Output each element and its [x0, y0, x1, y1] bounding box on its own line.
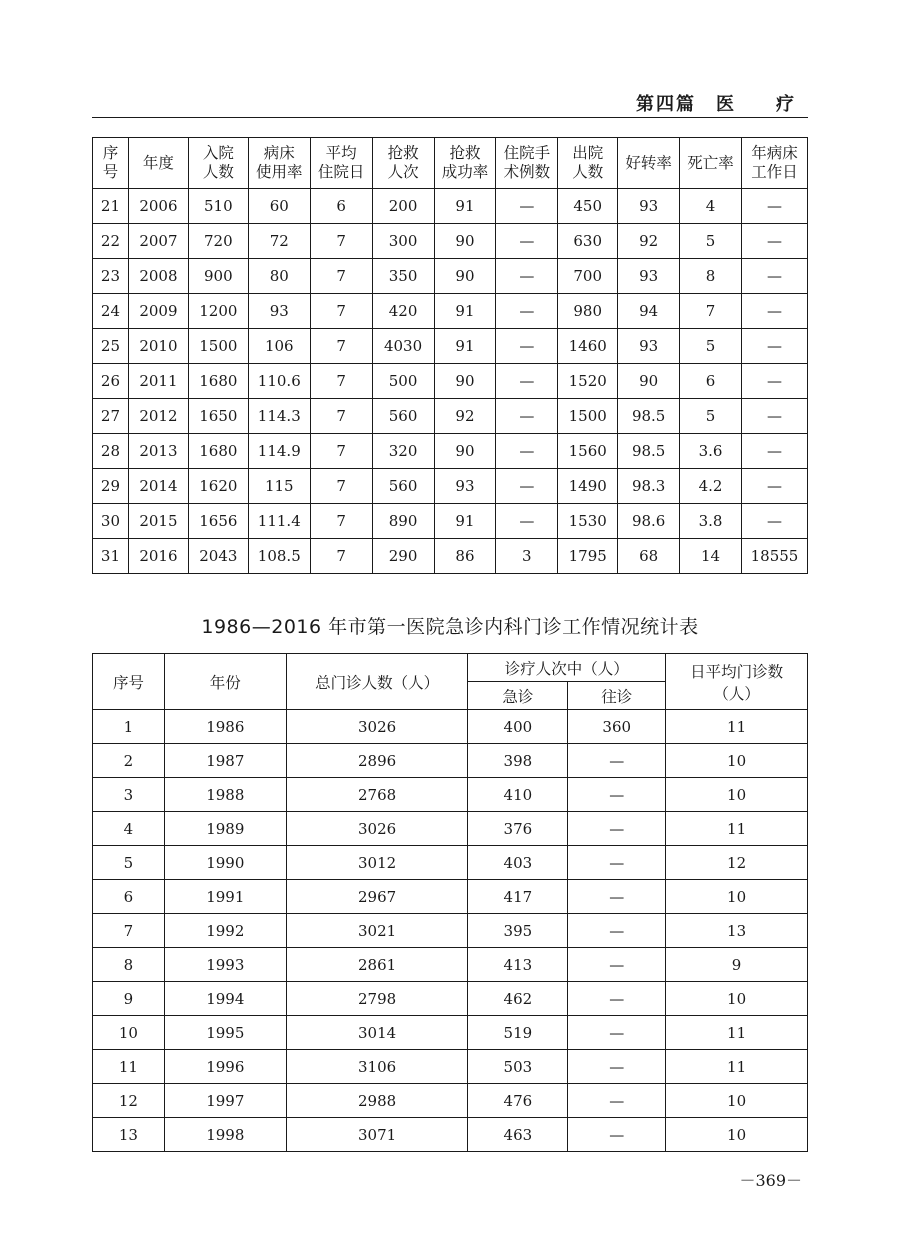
table-row: [93, 329, 808, 364]
table-cell: 30: [93, 504, 129, 539]
table-row: [93, 539, 808, 574]
column-header-line: 使用率: [256, 163, 303, 181]
table-caption: 1986—2016 年市第一医院急诊内科门诊工作情况统计表: [201, 616, 699, 638]
table-cell: 108.5: [248, 539, 310, 574]
table-cell: 1987: [164, 744, 286, 778]
table-cell: —: [568, 1118, 666, 1152]
table-cell: 3: [496, 539, 558, 574]
table-row: [93, 1016, 808, 1050]
table-cell: 98.5: [618, 399, 680, 434]
table-cell: 11: [666, 1050, 808, 1084]
column-header-line: 人数: [572, 163, 604, 181]
table-cell: 90: [434, 434, 496, 469]
table-cell: 13: [666, 914, 808, 948]
table-cell: 10: [666, 1084, 808, 1118]
table-cell: —: [496, 504, 558, 539]
table-cell: —: [568, 1016, 666, 1050]
table-cell: —: [568, 1084, 666, 1118]
table-cell: —: [741, 189, 807, 224]
table-cell: 14: [680, 539, 742, 574]
table-cell: 10: [666, 778, 808, 812]
table-row: [93, 364, 808, 399]
table-cell: 3026: [286, 812, 468, 846]
table-cell: 1200: [188, 294, 248, 329]
table-cell: 2011: [128, 364, 188, 399]
table-cell: 72: [248, 224, 310, 259]
table-cell: 1795: [558, 539, 618, 574]
table-row: [93, 1118, 808, 1152]
table-cell: —: [568, 982, 666, 1016]
running-header: [92, 84, 808, 118]
table-cell: —: [568, 812, 666, 846]
column-header-line: 人次: [387, 163, 419, 181]
page-number: －369－: [739, 1171, 802, 1190]
table-cell: 91: [434, 504, 496, 539]
table-row: [93, 948, 808, 982]
table-cell: 1460: [558, 329, 618, 364]
table-cell: —: [496, 434, 558, 469]
table-cell: —: [568, 948, 666, 982]
table-cell: 1500: [188, 329, 248, 364]
column-header-line: 住院日: [317, 163, 365, 181]
table-cell: 1650: [188, 399, 248, 434]
table-cell: 90: [434, 364, 496, 399]
column-header: [372, 138, 434, 189]
table-row: [93, 914, 808, 948]
table-cell: 2: [93, 744, 165, 778]
table-cell: 115: [248, 469, 310, 504]
table-cell: 1986: [164, 710, 286, 744]
table-cell: 700: [558, 259, 618, 294]
header-total-outpatients: 总门诊人数（人）: [286, 654, 468, 710]
table-cell: 7: [310, 469, 372, 504]
table-cell: 10: [93, 1016, 165, 1050]
table-cell: 398: [468, 744, 568, 778]
table-cell: 1998: [164, 1118, 286, 1152]
table-cell: 93: [618, 329, 680, 364]
header-emergency: 急诊: [468, 682, 568, 710]
table-cell: 290: [372, 539, 434, 574]
column-header-line: 好转率: [625, 153, 672, 172]
column-header-line: 抢救: [449, 144, 481, 162]
table-cell: 10: [666, 880, 808, 914]
table-cell: 31: [93, 539, 129, 574]
table-cell: 1680: [188, 434, 248, 469]
table-cell: 11: [666, 1016, 808, 1050]
table-cell: 7: [310, 504, 372, 539]
table-cell: 11: [666, 710, 808, 744]
table-cell: 1994: [164, 982, 286, 1016]
table-cell: 93: [248, 294, 310, 329]
table-cell: 1520: [558, 364, 618, 399]
table-cell: 360: [568, 710, 666, 744]
table-cell: 476: [468, 1084, 568, 1118]
table-cell: 7: [310, 364, 372, 399]
table-cell: 29: [93, 469, 129, 504]
table-cell: —: [496, 294, 558, 329]
table-cell: —: [741, 329, 807, 364]
table-cell: 3: [93, 778, 165, 812]
table-cell: 93: [618, 189, 680, 224]
column-header-line: 工作日: [751, 163, 798, 181]
table-cell: 9: [93, 982, 165, 1016]
table-cell: 18555: [741, 539, 807, 574]
table-cell: —: [568, 778, 666, 812]
table-cell: 2043: [188, 539, 248, 574]
table-cell: —: [741, 399, 807, 434]
table-cell: 90: [434, 259, 496, 294]
header-year: 年份: [164, 654, 286, 710]
table-cell: —: [741, 469, 807, 504]
column-header-line: 号: [102, 163, 119, 181]
table-cell: 7: [310, 434, 372, 469]
header-visit-group: 诊疗人次中（人）: [468, 654, 666, 682]
table-cell: 92: [618, 224, 680, 259]
table-cell: 1680: [188, 364, 248, 399]
table-cell: 1992: [164, 914, 286, 948]
table-cell: 410: [468, 778, 568, 812]
table-cell: 630: [558, 224, 618, 259]
column-header-line: 入院: [202, 144, 234, 162]
header-daily-average-line2: （人）: [713, 684, 760, 703]
table-cell: 94: [618, 294, 680, 329]
table-cell: 1996: [164, 1050, 286, 1084]
table-cell: 3014: [286, 1016, 468, 1050]
table-cell: —: [496, 259, 558, 294]
table-cell: 420: [372, 294, 434, 329]
header-seq: 序号: [93, 654, 165, 710]
table-cell: 23: [93, 259, 129, 294]
table-cell: 500: [372, 364, 434, 399]
table-row: [93, 778, 808, 812]
table-cell: 86: [434, 539, 496, 574]
table-cell: 114.9: [248, 434, 310, 469]
table-cell: 2896: [286, 744, 468, 778]
table-cell: —: [568, 1050, 666, 1084]
table-cell: 510: [188, 189, 248, 224]
table-cell: 93: [434, 469, 496, 504]
table-cell: 27: [93, 399, 129, 434]
column-header: [310, 138, 372, 189]
table-cell: —: [568, 914, 666, 948]
table-cell: 5: [680, 224, 742, 259]
column-header: [434, 138, 496, 189]
column-header: [741, 138, 807, 189]
table-row: [93, 189, 808, 224]
table-cell: 98.6: [618, 504, 680, 539]
column-header-line: 术例数: [503, 163, 551, 181]
table-cell: 12: [666, 846, 808, 880]
hospitalization-stats-table: [92, 137, 808, 574]
table-cell: 21: [93, 189, 129, 224]
table-cell: 2798: [286, 982, 468, 1016]
table-cell: 560: [372, 399, 434, 434]
table-row: [93, 224, 808, 259]
table-cell: —: [741, 224, 807, 259]
table-row: [93, 434, 808, 469]
table-cell: 22: [93, 224, 129, 259]
table-cell: —: [568, 744, 666, 778]
table-cell: 395: [468, 914, 568, 948]
table-cell: 1995: [164, 1016, 286, 1050]
column-header: [188, 138, 248, 189]
table-cell: 1: [93, 710, 165, 744]
table-cell: 417: [468, 880, 568, 914]
table-cell: 2008: [128, 259, 188, 294]
section-title: 第四篇 医 疗: [636, 94, 796, 115]
table-cell: 400: [468, 710, 568, 744]
table-cell: 10: [666, 744, 808, 778]
table-cell: —: [496, 399, 558, 434]
table-cell: 2988: [286, 1084, 468, 1118]
table-cell: 68: [618, 539, 680, 574]
column-header-line: 平均: [325, 144, 357, 162]
table-cell: 1991: [164, 880, 286, 914]
table-cell: 4030: [372, 329, 434, 364]
table-cell: 8: [93, 948, 165, 982]
column-header: [496, 138, 558, 189]
table-cell: 890: [372, 504, 434, 539]
table-cell: 2007: [128, 224, 188, 259]
table-cell: 1997: [164, 1084, 286, 1118]
table-cell: 10: [666, 1118, 808, 1152]
table-cell: 12: [93, 1084, 165, 1118]
table-cell: 463: [468, 1118, 568, 1152]
table-cell: 519: [468, 1016, 568, 1050]
table-cell: 1490: [558, 469, 618, 504]
table-cell: 350: [372, 259, 434, 294]
table-row: [93, 504, 808, 539]
table-cell: 106: [248, 329, 310, 364]
table-row: [93, 812, 808, 846]
table-cell: 1500: [558, 399, 618, 434]
table-cell: 80: [248, 259, 310, 294]
column-header: [558, 138, 618, 189]
table-row: [93, 469, 808, 504]
table-cell: 7: [310, 259, 372, 294]
table-cell: 1993: [164, 948, 286, 982]
table-cell: —: [568, 880, 666, 914]
table-cell: 5: [680, 399, 742, 434]
table-cell: 2006: [128, 189, 188, 224]
table-cell: 1620: [188, 469, 248, 504]
table-cell: 28: [93, 434, 129, 469]
table-cell: —: [496, 224, 558, 259]
table-cell: 320: [372, 434, 434, 469]
table-cell: 6: [93, 880, 165, 914]
table-cell: 6: [310, 189, 372, 224]
column-header: [248, 138, 310, 189]
table-cell: 3.6: [680, 434, 742, 469]
table-cell: 2009: [128, 294, 188, 329]
header-daily-average-line1: 日平均门诊数: [690, 662, 784, 681]
table-cell: 2014: [128, 469, 188, 504]
table-cell: 2016: [128, 539, 188, 574]
table-cell: —: [741, 434, 807, 469]
table-cell: 114.3: [248, 399, 310, 434]
table-cell: 413: [468, 948, 568, 982]
table-cell: —: [496, 189, 558, 224]
table-cell: 91: [434, 329, 496, 364]
table-cell: 11: [666, 812, 808, 846]
table-cell: 980: [558, 294, 618, 329]
table-cell: —: [741, 504, 807, 539]
table-cell: 93: [618, 259, 680, 294]
table-cell: 2967: [286, 880, 468, 914]
column-header-line: 人数: [202, 163, 234, 181]
table-row: [93, 982, 808, 1016]
table-cell: 5: [680, 329, 742, 364]
table-cell: —: [741, 259, 807, 294]
column-header-line: 序: [102, 144, 119, 162]
table-cell: 3071: [286, 1118, 468, 1152]
table-cell: 9: [666, 948, 808, 982]
table-cell: 92: [434, 399, 496, 434]
table-cell: 25: [93, 329, 129, 364]
table-cell: 1990: [164, 846, 286, 880]
table-cell: 7: [310, 294, 372, 329]
table-cell: 24: [93, 294, 129, 329]
table-cell: 503: [468, 1050, 568, 1084]
table-cell: 3026: [286, 710, 468, 744]
table-cell: 4: [680, 189, 742, 224]
table-row: [93, 294, 808, 329]
column-header-line: 年度: [142, 153, 174, 172]
table-cell: 1989: [164, 812, 286, 846]
table-cell: —: [496, 329, 558, 364]
column-header-line: 成功率: [441, 163, 489, 181]
table-cell: 8: [680, 259, 742, 294]
table-cell: 403: [468, 846, 568, 880]
column-header: [618, 138, 680, 189]
table-cell: 91: [434, 294, 496, 329]
column-header-line: 住院手: [503, 144, 551, 162]
table-cell: 7: [310, 329, 372, 364]
table-cell: 560: [372, 469, 434, 504]
table-row: [93, 744, 808, 778]
table-cell: 4: [93, 812, 165, 846]
table-cell: 900: [188, 259, 248, 294]
column-header-line: 病床: [263, 144, 295, 162]
column-header-line: 抢救: [387, 144, 419, 162]
column-header: [93, 138, 129, 189]
table-cell: —: [496, 469, 558, 504]
table-cell: 60: [248, 189, 310, 224]
table-cell: 376: [468, 812, 568, 846]
table-cell: 2013: [128, 434, 188, 469]
column-header: [680, 138, 742, 189]
table-cell: 2015: [128, 504, 188, 539]
table-cell: 90: [618, 364, 680, 399]
table-cell: 1530: [558, 504, 618, 539]
table-row: [93, 846, 808, 880]
table-header-row: [93, 654, 808, 682]
table-cell: 10: [666, 982, 808, 1016]
table-cell: 6: [680, 364, 742, 399]
table-cell: 2010: [128, 329, 188, 364]
table-cell: 1988: [164, 778, 286, 812]
table-cell: —: [741, 294, 807, 329]
table-row: [93, 259, 808, 294]
table-cell: 1656: [188, 504, 248, 539]
table-cell: 300: [372, 224, 434, 259]
table-cell: 2861: [286, 948, 468, 982]
table-cell: 98.5: [618, 434, 680, 469]
table-cell: —: [568, 846, 666, 880]
table-row: [93, 880, 808, 914]
table-cell: 200: [372, 189, 434, 224]
table-cell: 7: [310, 224, 372, 259]
table-cell: 111.4: [248, 504, 310, 539]
table-header-row: [93, 138, 808, 189]
column-header-line: 出院: [572, 144, 604, 162]
table-cell: 3012: [286, 846, 468, 880]
table-cell: 91: [434, 189, 496, 224]
table-row: [93, 710, 808, 744]
table-cell: 450: [558, 189, 618, 224]
table-row: [93, 1050, 808, 1084]
column-header-line: 死亡率: [687, 153, 734, 172]
table-cell: 2012: [128, 399, 188, 434]
table-cell: —: [496, 364, 558, 399]
table-cell: 720: [188, 224, 248, 259]
column-header-line: 年病床: [751, 144, 798, 162]
table-cell: 110.6: [248, 364, 310, 399]
table-cell: 98.3: [618, 469, 680, 504]
table-cell: 462: [468, 982, 568, 1016]
table-cell: —: [741, 364, 807, 399]
table-cell: 1560: [558, 434, 618, 469]
table-cell: 2768: [286, 778, 468, 812]
table-cell: 3.8: [680, 504, 742, 539]
header-daily-average: [666, 654, 808, 710]
table-cell: 11: [93, 1050, 165, 1084]
emergency-outpatient-stats-table: [92, 653, 808, 1152]
header-home-visit: 往诊: [568, 682, 666, 710]
table-cell: 7: [680, 294, 742, 329]
table-cell: 26: [93, 364, 129, 399]
column-header: [128, 138, 188, 189]
table-row: [93, 399, 808, 434]
table-cell: 7: [93, 914, 165, 948]
table-cell: 5: [93, 846, 165, 880]
table-cell: 3106: [286, 1050, 468, 1084]
table-cell: 4.2: [680, 469, 742, 504]
table-row: [93, 1084, 808, 1118]
table-cell: 13: [93, 1118, 165, 1152]
table-cell: 7: [310, 539, 372, 574]
table-cell: 90: [434, 224, 496, 259]
table-cell: 7: [310, 399, 372, 434]
table-cell: 3021: [286, 914, 468, 948]
